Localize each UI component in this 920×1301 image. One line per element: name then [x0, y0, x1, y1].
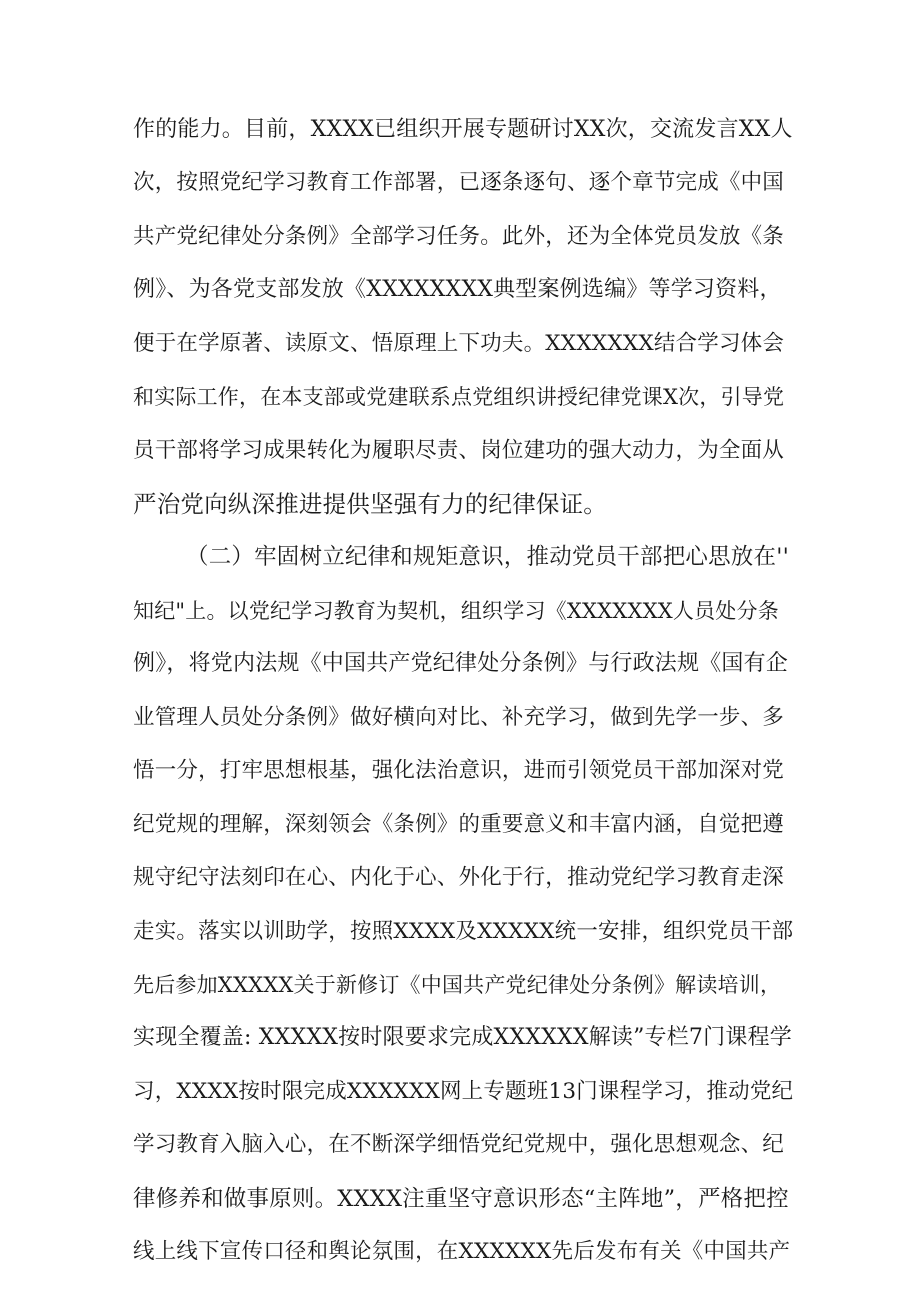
text-line: 次，按照党纪学习教育工作部署，已逐条逐句、逐个章节完成《中国 [133, 170, 785, 195]
text-line: 学习教育入脑入心，在不断深学细悟党纪党规中，强化思想观念、纪 [133, 1132, 785, 1157]
text-line: 先后参加XXXXX关于新修订《中国共产党纪律处分条例》解读培训， [133, 973, 782, 997]
text-line: 作的能力。目前，XXXX已组织开展专题研讨XX次，交流发言XX人 [133, 117, 793, 142]
text-line: 共产党纪律处分条例》全部学习任务。此外，还为全体党员发放《条 [133, 224, 785, 249]
text-line: 实现全覆盖: XXXXX按时限要求完成XXXXXX解读”专栏7门课程学 [133, 1025, 792, 1050]
text-line: 纪党规的理解，深刻领会《条例》的重要意义和丰富内涵，自觉把遵 [133, 812, 785, 837]
text-line: 和实际工作，在本支部或党建联系点党组织讲授纪律党课X次，引导党 [133, 385, 785, 409]
text-line: 业管理人员处分条例》做好横向对比、补充学习，做到先学一步、多 [133, 705, 785, 730]
text-line: 便于在学原著、读原文、悟原理上下功夫。XXXXXXX结合学习体会 [133, 331, 785, 356]
text-line: 员干部将学习成果转化为履职尽责、岗位建功的强大动力，为全面从 [133, 438, 785, 463]
text-line: 例》、为各党支部发放《XXXXXXXX典型案例选编》等学习资料， [133, 277, 782, 302]
text-line: 习，XXXX按时限完成XXXXXX网上专题班13门课程学习，推动党纪 [133, 1079, 794, 1104]
text-line: 律修养和做事原则。XXXX注重坚守意识形态“主阵地”，严格把控 [133, 1186, 789, 1212]
text-line: 严治党向纵深推进提供坚强有力的纪律保证。 [133, 490, 607, 518]
text-line: 例》，将党内法规《中国共产党纪律处分条例》与行政法规《国有企 [133, 651, 789, 676]
text-line: 悟一分，打牢思想根基，强化法治意识，进而引领党员干部加深对党 [133, 758, 785, 783]
text-line: 线上线下宣传口径和舆论氛围，在XXXXXX先后发布有关《中国共产 [133, 1239, 791, 1264]
text-line: 走实。落实以训助学，按照XXXX及XXXXX统一安排，组织党员干部 [133, 919, 794, 944]
section-heading: （二）牢固树立纪律和规矩意识，推动党员干部把心思放在'' [186, 544, 789, 570]
text-line: 知纪"上。以党纪学习教育为契机，组织学习《XXXXXXX人员处分条 [133, 599, 779, 623]
text-line: 规守纪守法刻印在心、内化于心、外化于行，推动党纪学习教育走深 [133, 865, 785, 890]
